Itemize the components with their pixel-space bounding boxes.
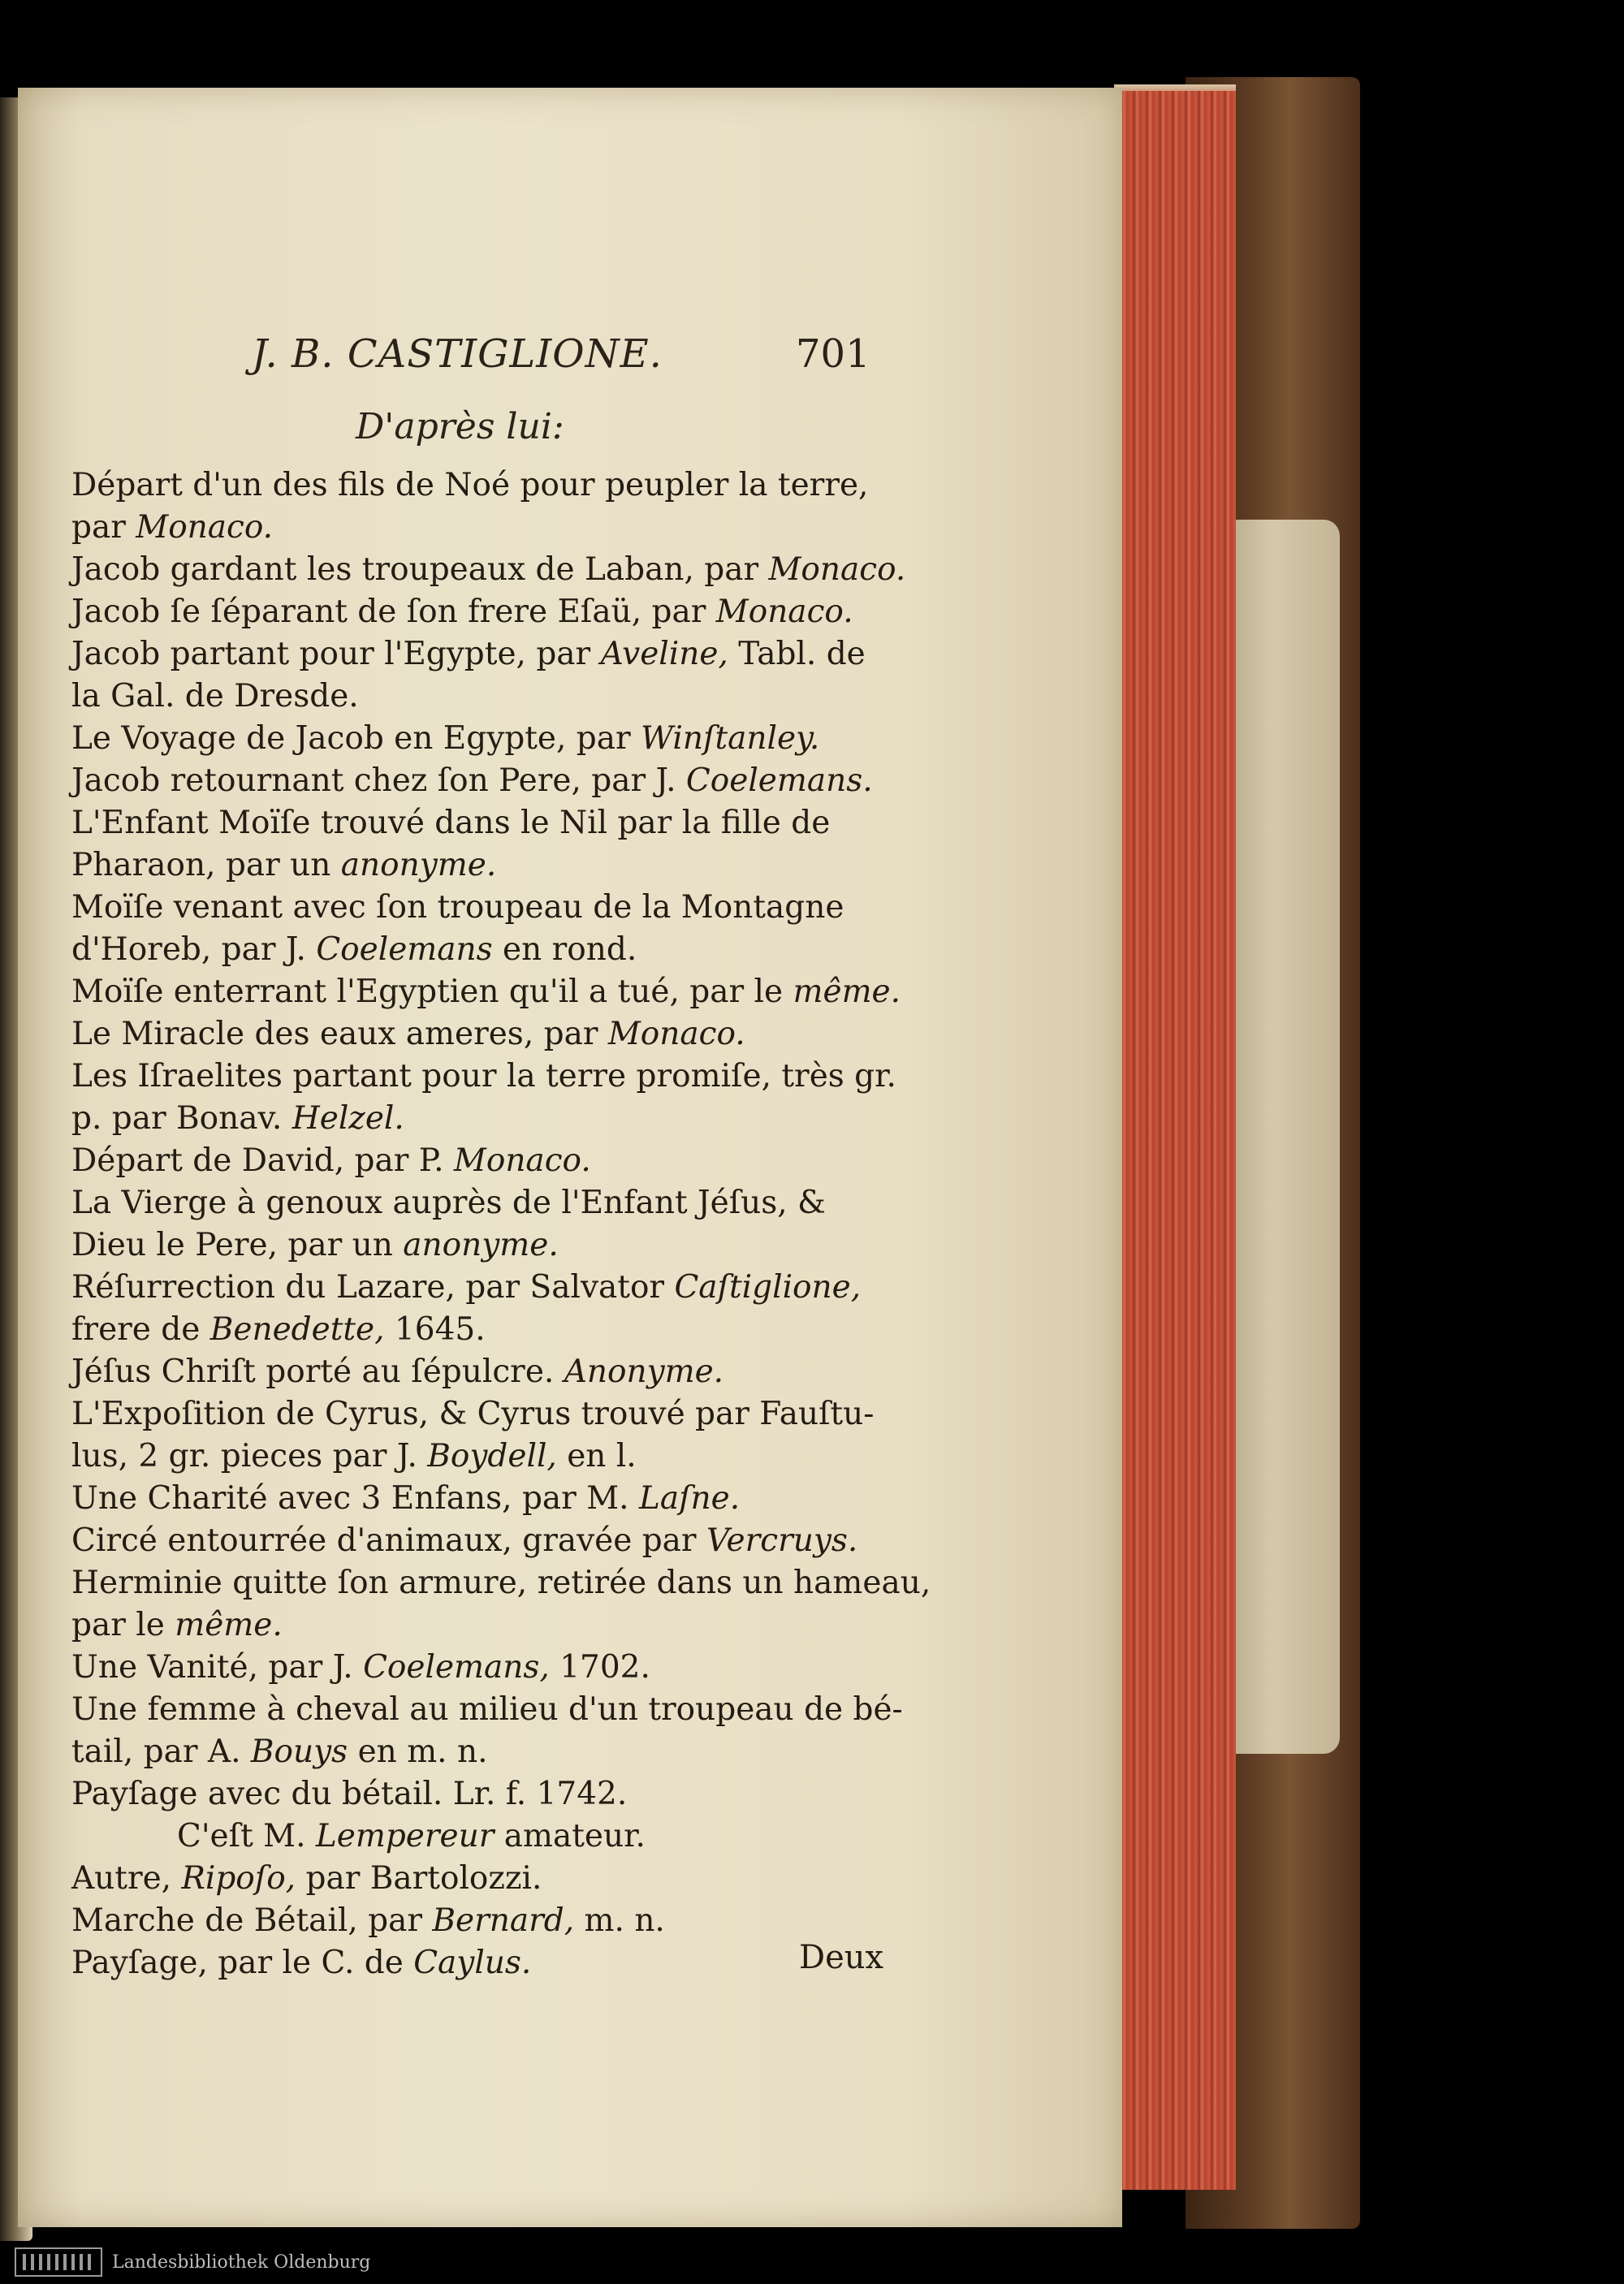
- entry-text: Réſurrection du Lazare, par Salvator: [71, 1269, 675, 1306]
- entry-text: Jéſus Chriſt porté au ſépulcre.: [71, 1354, 564, 1390]
- entry-line: [71, 760, 883, 802]
- entry-italic: Aveline,: [600, 636, 728, 672]
- cover-paper-strip: [1226, 520, 1340, 1754]
- entry-text: lus, 2 gr. pieces par J.: [71, 1438, 428, 1474]
- entry-italic: Monaco.: [715, 594, 853, 630]
- subheading: D'après lui:: [356, 406, 564, 447]
- entry-italic: Anonyme.: [564, 1354, 724, 1390]
- entry-text: Marche de Bétail, par: [71, 1902, 433, 1939]
- entry-italic: anonyme.: [340, 847, 497, 883]
- entry-text-after: par Bartolozzi.: [296, 1860, 542, 1897]
- entry-italic: Laſne.: [638, 1480, 741, 1517]
- entry-text-after: m. n.: [574, 1902, 665, 1939]
- entry-line: [71, 1604, 883, 1647]
- entry-text: tail, par A.: [71, 1734, 251, 1770]
- entry-text: L'Expoſition de Cyrus, & Cyrus trouvé par Fauſtu-: [71, 1396, 875, 1432]
- entry-text: Une Vanité, par J.: [71, 1649, 364, 1686]
- entry-line: [71, 1224, 883, 1267]
- entry-italic: Benedette,: [209, 1311, 385, 1348]
- entry-line: [71, 718, 883, 760]
- entry-italic: Lempereur: [315, 1818, 495, 1854]
- entry-text: La Vierge à genoux auprès de l'Enfant Jéſus, &: [71, 1185, 826, 1221]
- entry-line: [71, 844, 883, 887]
- entry-line: [71, 802, 883, 844]
- entry-line: [71, 464, 883, 507]
- running-head: J. B. CASTIGLIONE.: [252, 331, 663, 377]
- entry-line: [71, 1520, 883, 1562]
- entry-italic: Monaco.: [768, 551, 906, 588]
- catchword: Deux: [799, 1939, 884, 1976]
- entry-text: Payſage avec du bétail. Lr. f. 1742.: [71, 1776, 628, 1812]
- library-logo-icon: [15, 2247, 102, 2277]
- entry-line: [71, 1647, 883, 1689]
- entry-italic: Ripoſo,: [181, 1860, 296, 1897]
- entry-italic: Caylus.: [413, 1945, 532, 1981]
- footer-bar: [0, 2241, 1624, 2284]
- entry-text: Jacob gardant les troupeaux de Laban, par: [71, 551, 769, 588]
- entry-text: Jacob retournant chez ſon Pere, par J.: [71, 762, 686, 799]
- entry-text: Les Iſraelites partant pour la terre promiſe, très gr.: [71, 1058, 896, 1095]
- entry-line: [71, 971, 901, 1013]
- entry-line: [71, 633, 883, 676]
- entry-line: [71, 676, 883, 718]
- entry-line: [71, 1182, 883, 1224]
- red-page-edges: [1114, 91, 1236, 2190]
- entry-text: frere de: [71, 1311, 210, 1348]
- entry-text: Départ d'un des fils de Noé pour peupler la terre,: [71, 467, 869, 503]
- entry-text: la Gal. de Dresde.: [71, 678, 359, 715]
- entry-italic: Caſtiglione,: [674, 1269, 862, 1306]
- entry-italic: Helzel.: [292, 1100, 404, 1137]
- entry-line: [71, 591, 883, 633]
- entry-text: Départ de David, par P.: [71, 1142, 454, 1179]
- entry-line: [71, 1309, 883, 1351]
- entry-italic: Bouys: [250, 1734, 348, 1770]
- entry-text: L'Enfant Moïſe trouvé dans le Nil par la fille de: [71, 805, 831, 841]
- entry-line: [71, 1942, 883, 1984]
- entry-italic: même.: [793, 974, 901, 1010]
- entry-text-after: Tabl. de: [728, 636, 866, 672]
- entry-text: Jacob ſe ſéparant de ſon frere Eſaü, par: [71, 594, 716, 630]
- entry-italic: Vercruys.: [706, 1522, 858, 1559]
- entry-italic: Coelemans,: [363, 1649, 550, 1686]
- entry-text-after: 1702.: [549, 1649, 650, 1686]
- book-page: [18, 88, 1122, 2227]
- catalogue-entries: [71, 464, 931, 1984]
- entry-line: [71, 1731, 883, 1773]
- entry-italic: même.: [175, 1607, 283, 1643]
- entry-text: Une femme à cheval au milieu d'un troupeau de bé-: [71, 1691, 903, 1728]
- entry-line: [71, 929, 883, 971]
- entry-italic: Monaco.: [136, 509, 274, 546]
- entry-line: [71, 507, 883, 549]
- entry-text-after: en rond.: [492, 931, 637, 968]
- entry-text: Moïſe enterrant l'Egyptien qu'il a tué, par le: [71, 974, 793, 1010]
- entry-line: [71, 1858, 883, 1900]
- entry-line: [71, 1013, 883, 1056]
- entry-line: [71, 1436, 883, 1478]
- entry-line: [71, 1267, 883, 1309]
- entry-line: [71, 1689, 903, 1731]
- entry-text: Le Voyage de Jacob en Egypte, par: [71, 720, 641, 757]
- entry-text: C'eſt M.: [177, 1818, 316, 1854]
- entry-italic: Winſtanley.: [641, 720, 820, 757]
- page-header: [67, 331, 887, 388]
- entry-text: Moïſe venant avec ſon troupeau de la Montagne: [71, 889, 844, 926]
- entry-line: [71, 1900, 883, 1942]
- entry-text: Jacob partant pour l'Egypte, par: [71, 636, 601, 672]
- entry-text: Dieu le Pere, par un: [71, 1227, 404, 1263]
- entry-line: [71, 1098, 883, 1140]
- entry-line: [71, 887, 883, 929]
- entry-text: par: [71, 509, 136, 546]
- entry-text: Pharaon, par un: [71, 847, 341, 883]
- entry-text: Circé entourrée d'animaux, gravée par: [71, 1522, 706, 1559]
- entry-line: [71, 1816, 883, 1858]
- entry-text: Le Miracle des eaux ameres, par: [71, 1016, 608, 1052]
- entry-text-after: amateur.: [494, 1818, 646, 1854]
- entry-text: p. par Bonav.: [71, 1100, 292, 1137]
- entry-line: [71, 549, 906, 591]
- entry-italic: anonyme.: [403, 1227, 559, 1263]
- entry-line: [71, 1562, 931, 1604]
- entry-text-after: 1645.: [384, 1311, 486, 1348]
- entry-italic: Monaco.: [453, 1142, 591, 1179]
- entry-text: Payſage, par le C. de: [71, 1945, 414, 1981]
- entry-line: [71, 1393, 883, 1436]
- library-name: Landesbibliothek Oldenburg: [112, 2252, 371, 2273]
- entry-italic: Monaco.: [607, 1016, 745, 1052]
- entry-line: [71, 1773, 883, 1816]
- page-number: 701: [796, 331, 870, 377]
- entry-line: [71, 1140, 883, 1182]
- entry-line: [71, 1351, 883, 1393]
- entry-text: Une Charité avec 3 Enfans, par M.: [71, 1480, 639, 1517]
- entry-line: [71, 1056, 896, 1098]
- entry-italic: Bernard,: [432, 1902, 575, 1939]
- entry-italic: Coelemans.: [685, 762, 873, 799]
- entry-text-after: en m. n.: [348, 1734, 488, 1770]
- entry-text-after: en l.: [556, 1438, 637, 1474]
- entry-italic: Boydell,: [427, 1438, 557, 1474]
- entry-text: par le: [71, 1607, 175, 1643]
- entry-italic: Coelemans: [316, 931, 493, 968]
- entry-text: Herminie quitte ſon armure, retirée dans un hameau,: [71, 1565, 931, 1601]
- entry-text: Autre,: [71, 1860, 182, 1897]
- entry-line: [71, 1478, 883, 1520]
- entry-text: d'Horeb, par J.: [71, 931, 317, 968]
